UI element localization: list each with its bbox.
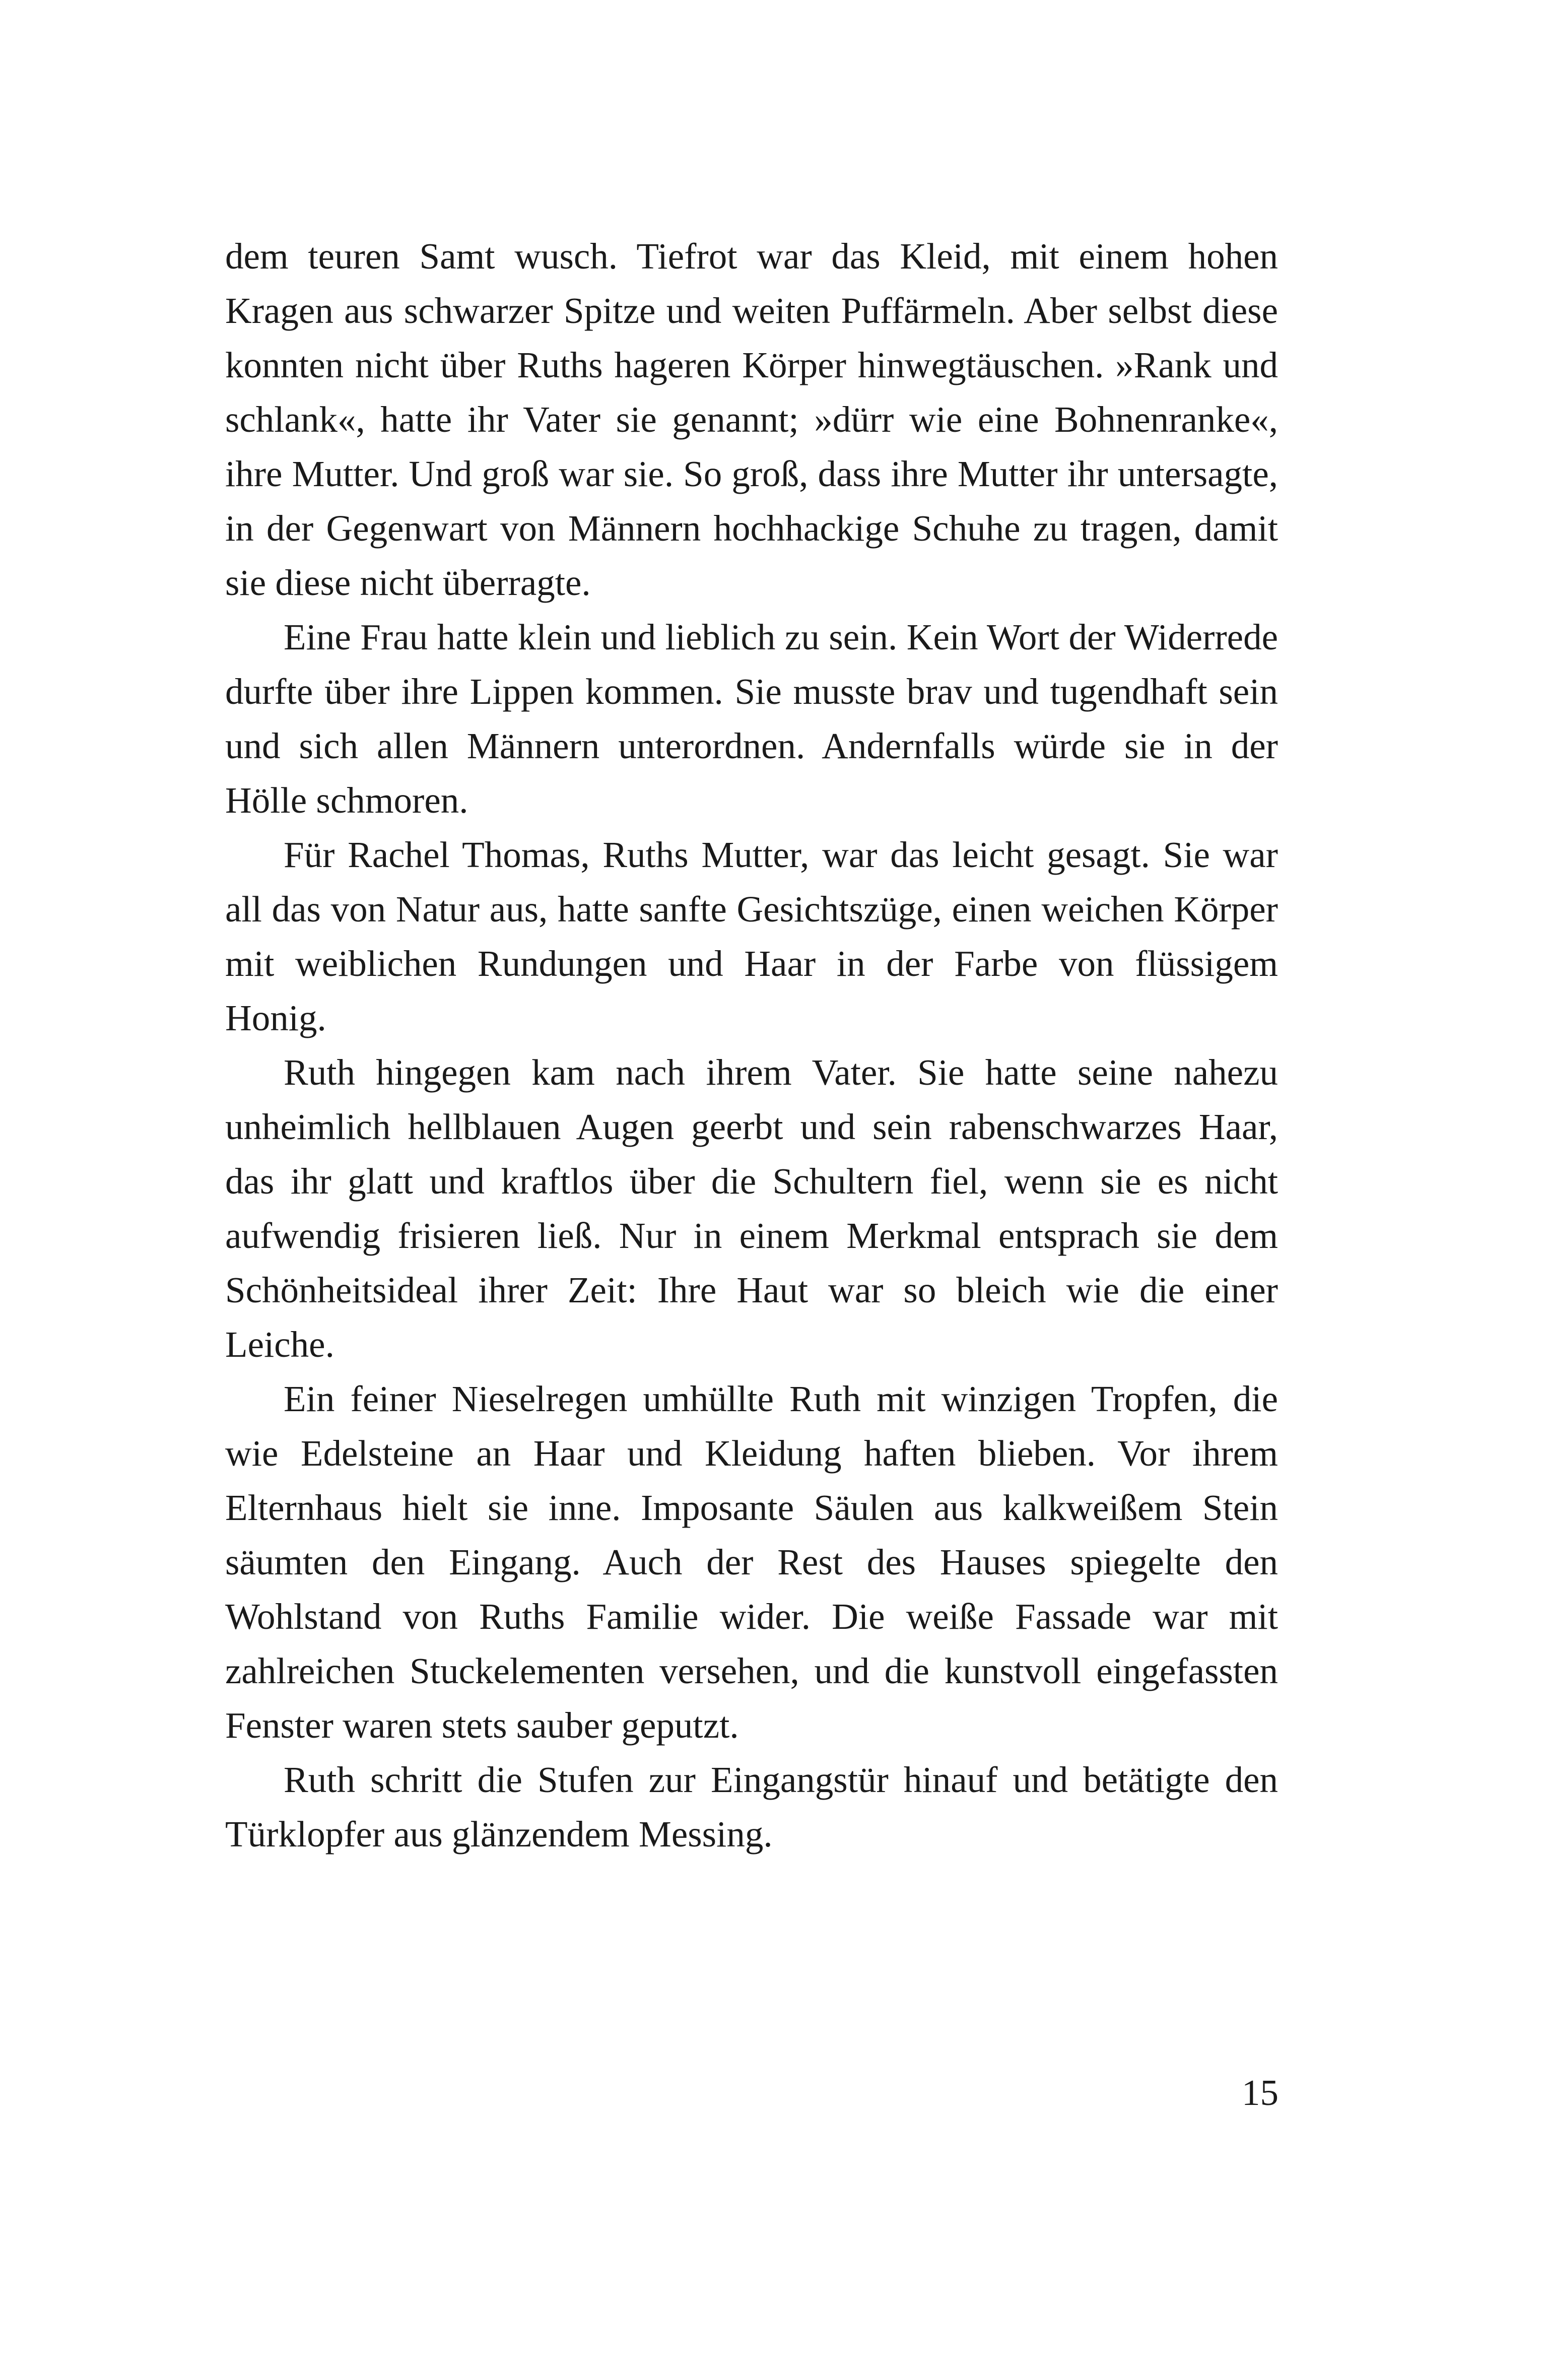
page-number: 15: [1242, 2072, 1279, 2113]
paragraph-5: Ein feiner Nieselregen umhüllte Ruth mit winzigen Tropfen, die wie Edelsteine an Haar und Kleidung haften blieben. Vor ihrem Elternhaus hielt sie inne. Imposante Säulen aus kalkweißem Stein säumten den Eingang. Auch der Rest des Hauses spiegelte den Wohlstand von Ruths Familie wider. Die weiße Fassade war mit zahlreichen Stuckelementen versehen, und die kunstvoll eingefassten Fenster waren stets sauber geputzt.: [225, 1378, 1278, 1746]
book-page-text: [225, 229, 1278, 1862]
paragraph-4: Ruth hingegen kam nach ihrem Vater. Sie hatte seine nahezu unheimlich hellblauen Augen geerbt und sein rabenschwarzes Haar, das ihr glatt und kraftlos über die Schultern fiel, wenn sie es nicht aufwendig frisieren ließ. Nur in einem Merkmal entsprach sie dem Schönheitsideal ihrer Zeit: Ihre Haut war so bleich wie die einer Leiche.: [225, 1052, 1278, 1365]
paragraph-3: Für Rachel Thomas, Ruths Mutter, war das leicht gesagt. Sie war all das von Natur aus, hatte sanfte Gesichtszüge, einen weichen Körper mit weiblichen Rundungen und Haar in der Farbe von flüssigem Honig.: [225, 834, 1278, 1038]
paragraph-2: Eine Frau hatte klein und lieblich zu sein. Kein Wort der Widerrede durfte über ihre Lippen kommen. Sie musste brav und tugendhaft sein und sich allen Männern unterordnen. Andernfalls würde sie in der Hölle schmoren.: [225, 617, 1278, 821]
paragraph-1: dem teuren Samt wusch. Tiefrot war das Kleid, mit einem hohen Kragen aus schwarzer Spitze und weiten Puffärmeln. Aber selbst diese konnten nicht über Ruths hageren Körper hinwegtäuschen. »Rank und schlank«, hatte ihr Vater sie genannt; »dürr wie eine Bohnenranke«, ihre Mutter. Und groß war sie. So groß, dass ihre Mutter ihr untersagte, in der Gegenwart von Männern hochhackige Schuhe zu tragen, damit sie diese nicht überragte.: [225, 236, 1278, 603]
paragraph-6: Ruth schritt die Stufen zur Eingangstür hinauf und betätigte den Türklopfer aus glänzendem Messing.: [225, 1759, 1278, 1855]
